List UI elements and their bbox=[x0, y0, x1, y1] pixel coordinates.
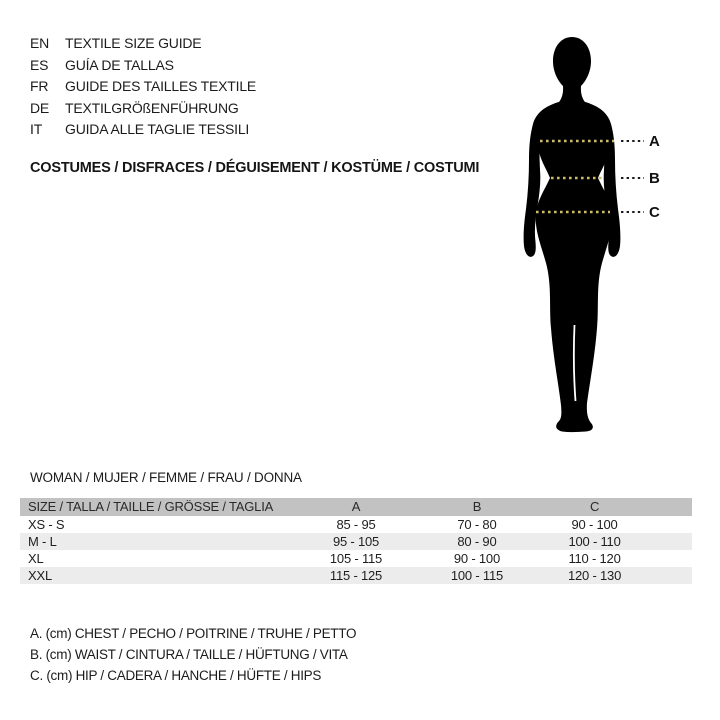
cell-a: 95 - 105 bbox=[332, 534, 380, 549]
size-table-header bbox=[20, 498, 692, 516]
cell-a: 115 - 125 bbox=[329, 568, 383, 583]
size-table bbox=[20, 498, 692, 584]
language-item bbox=[30, 55, 256, 77]
measure-label-c: C bbox=[649, 204, 660, 221]
language-label: GUIDA ALLE TAGLIE TESSILI bbox=[65, 121, 250, 137]
cell-c: 100 - 110 bbox=[568, 534, 621, 549]
cell-b: 90 - 100 bbox=[453, 551, 500, 566]
language-item bbox=[30, 76, 256, 98]
table-row-xs-s bbox=[20, 516, 692, 533]
table-row-xxl bbox=[20, 567, 692, 584]
cell-a: 85 - 95 bbox=[336, 517, 376, 532]
header-col-b: B bbox=[472, 499, 482, 514]
cell-c: 110 - 120 bbox=[568, 551, 621, 566]
row-size-label: XXL bbox=[28, 568, 52, 583]
row-size-label: XS - S bbox=[28, 517, 65, 532]
language-item bbox=[30, 119, 256, 141]
language-guide-list bbox=[30, 33, 256, 141]
legend-item-chest: A. (cm) CHEST / PECHO / POITRINE / TRUHE / PETTO bbox=[30, 626, 357, 641]
header-col-a: A bbox=[351, 499, 361, 514]
category-title: COSTUMES / DISFRACES / DÉGUISEMENT / KOSTÜME / COSTUMI bbox=[30, 160, 480, 176]
table-row-m-l bbox=[20, 533, 692, 550]
row-size-label: M - L bbox=[28, 534, 57, 549]
language-label: TEXTILGRÖßENFÜHRUNG bbox=[65, 99, 239, 116]
language-label: GUIDE DES TAILLES TEXTILE bbox=[65, 78, 257, 94]
measure-label-a: A bbox=[649, 133, 660, 150]
header-size-label: SIZE / TALLA / TAILLE / GRÖSSE / TAGLIA bbox=[28, 499, 274, 514]
language-code: FR bbox=[30, 78, 49, 94]
legend-item-waist: B. (cm) WAIST / CINTURA / TAILLE / HÜFTUNG / VITA bbox=[30, 646, 348, 662]
measure-label-b: B bbox=[649, 170, 660, 187]
cell-c: 90 - 100 bbox=[571, 517, 618, 532]
section-title-woman: WOMAN / MUJER / FEMME / FRAU / DONNA bbox=[30, 470, 302, 485]
size-figure bbox=[490, 33, 660, 438]
language-label: GUÍA DE TALLAS bbox=[65, 56, 174, 73]
cell-c: 120 - 130 bbox=[567, 568, 622, 583]
language-code: IT bbox=[30, 121, 43, 137]
measurement-legend bbox=[30, 624, 356, 686]
language-code: EN bbox=[30, 35, 50, 51]
language-label: TEXTILE SIZE GUIDE bbox=[65, 35, 202, 51]
language-item bbox=[30, 33, 256, 55]
header-col-c: C bbox=[589, 499, 600, 514]
table-row-xl bbox=[20, 550, 692, 567]
row-size-label: XL bbox=[28, 551, 44, 566]
cell-b: 70 - 80 bbox=[457, 517, 497, 532]
language-code: DE bbox=[30, 99, 50, 116]
language-code: ES bbox=[30, 56, 49, 73]
woman-silhouette bbox=[490, 33, 660, 438]
legend-item-hip: C. (cm) HIP / CADERA / HANCHE / HÜFTE / HIPS bbox=[30, 667, 322, 683]
cell-a: 105 - 115 bbox=[329, 551, 383, 566]
cell-b: 100 - 115 bbox=[450, 568, 504, 583]
cell-b: 80 - 90 bbox=[457, 534, 497, 549]
language-item bbox=[30, 98, 256, 120]
woman-silhouette-body bbox=[534, 37, 612, 432]
